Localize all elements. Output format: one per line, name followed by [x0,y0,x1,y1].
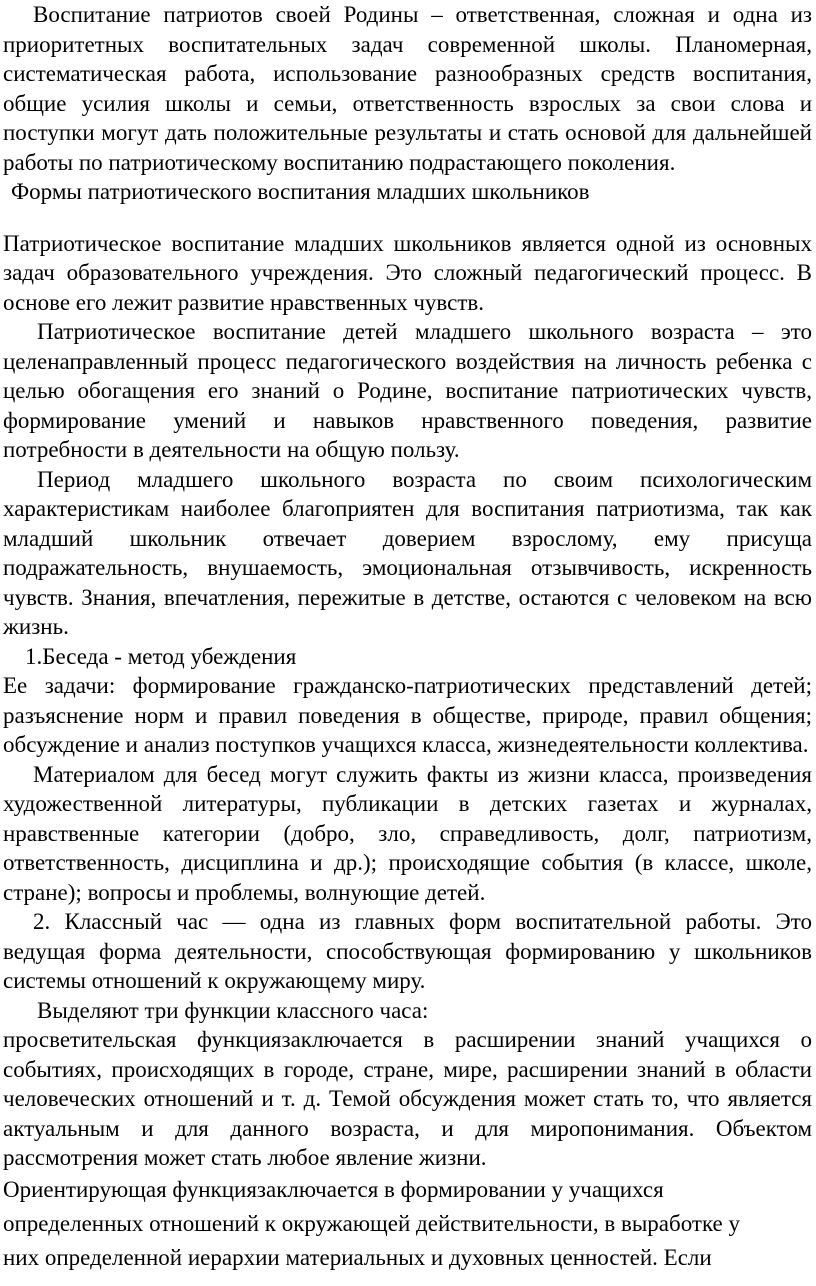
orienting-line-1: Ориентирующая функциязаключается в формировании у учащихся [3,1176,664,1202]
orienting-line-3: них определенной иерархии материальных и духовных ценностей. Если [3,1244,712,1270]
orienting-line-2: определенных отношений к окружающей действительности, в выработке у [3,1210,740,1236]
paragraph-educational-function: просветительская функциязаключается в расширении знаний учащихся о событиях, происходящих в городе, стране, мире, расширении знаний в области человеческих отношений и т. д. Темой обсуждения может стать то, что является актуальным и для данного возраста, и для миропонимания. Объектом рассмотрения может стать любое явление жизни. [3,1027,812,1170]
paragraph-functions: Выделяют три функции классного часа: [37,997,429,1023]
paragraph-tasks: Ее задачи: формирование гражданско-патриотических представлений детей; разъяснение норм и правил поведения в обществе, природе, правил общения; обсуждение и анализ поступков учащихся класса, жизнедеятельности коллектива. [3,673,812,757]
paragraph-period: Период младшего школьного возраста по своим психологическим характеристикам наиболее благоприятен для воспитания патриотизма, так как младший школьник отвечает доверием взрослому, ему присуща подражательность, внушаемость, эмоциональная отзывчивость, искренность чувств. Знания, впечатления, пережитые в детстве, остаются с человеком на всю жизнь. [3,466,812,639]
paragraph-class-hour: 2. Классный час — одна из главных форм воспитательной работы. Это ведущая форма деятельности, способствующая формированию у школьников системы отношений к окружающему миру. [3,909,812,993]
paragraph-patriotic-education: Патриотическое воспитание младших школьников является одной из основных задач образовательного учреждения. Это сложный педагогический процесс. В основе его лежит развитие нравственных чувств. [3,230,812,315]
paragraph-orienting-function [3,1173,812,1275]
paragraph-definition: Патриотическое воспитание детей младшего школьного возраста – это целенаправленный процесс педагогического воздействия на личность ребенка с целью обогащения его знаний о Родине, воспитание патриотических чувств, формирование умений и навыков нравственного поведения, развитие потребности в деятельности на общую пользу. [3,319,812,462]
paragraph-materials: Материалом для бесед могут служить факты из жизни класса, произведения художественной литературы, публикации в детских газетах и журналах, нравственные категории (добро, зло, справедливость, долг, патриотизм, ответственность, дисциплина и др.); происходящие события (в классе, школе, стране); вопросы и проблемы, волнующие детей. [3,761,812,905]
paragraph-intro: Воспитание патриотов своей Родины – ответственная, сложная и одна из приоритетных воспитательных задач современной школы. Планомерная, систематическая работа, использование разнообразных средств воспитания, общие усилия школы и семьи, ответственность взрослых за свои слова и поступки могут дать положительные результаты и стать основой для дальнейшей работы по патриотическому воспитанию подрастающего поколения. [3,2,812,175]
section-heading: Формы патриотического воспитания младших школьников [11,179,590,204]
list-item-conversation: 1.Беседа - метод убеждения [25,643,297,669]
